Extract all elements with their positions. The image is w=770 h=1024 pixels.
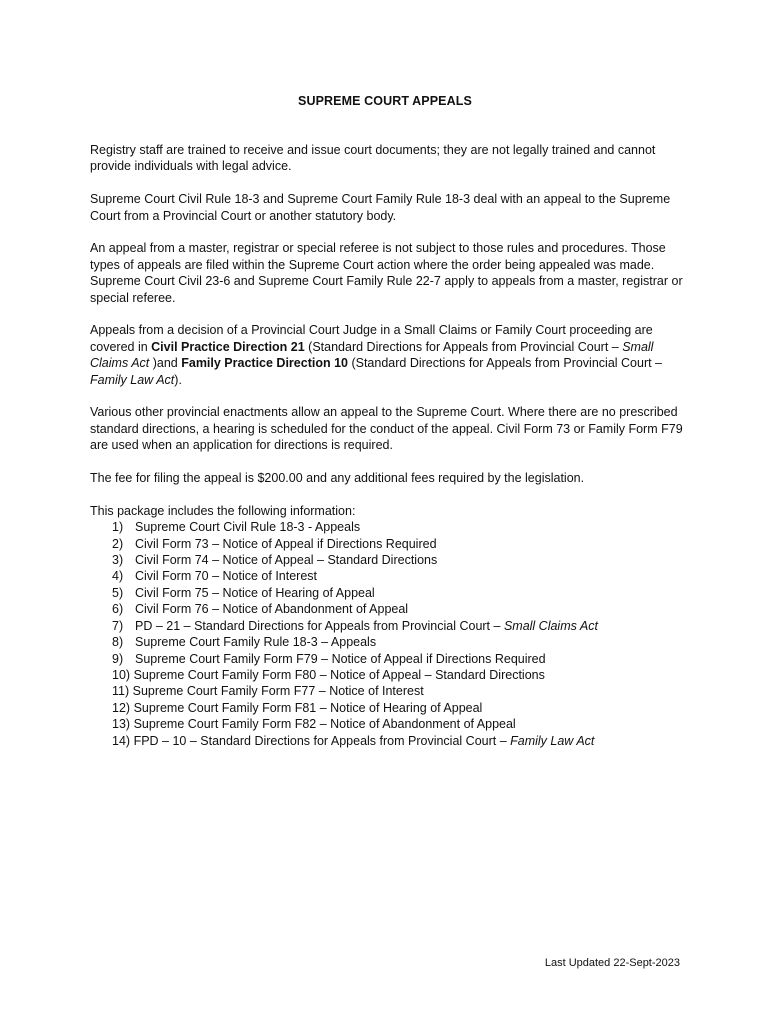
list-item-text: FPD – 10 – Standard Directions for Appeals from Provincial Court – [133,733,511,748]
list-item-number: 6) [112,602,124,617]
list-item-text: Civil Form 75 – Notice of Hearing of Appeal [135,585,375,600]
list-item-number: 8) [112,635,124,650]
list-item [112,700,690,716]
civil-practice-direction-21: Civil Practice Direction 21 [151,339,305,354]
list-item-text: Supreme Court Family Form F80 – Notice of Appeal – Standard Directions [133,667,545,682]
list-item [112,651,690,667]
list-item [112,618,690,634]
list-item-number: 12) [112,700,131,715]
list-item [112,683,690,699]
list-item [112,716,690,732]
list-item [112,552,690,568]
list-item-act-name: Family Law Act [510,733,595,748]
list-item [112,585,690,601]
last-updated: Last Updated 22-Sept-2023 [544,957,680,969]
paragraph-practice-directions [90,322,690,388]
list-item-number: 13) [112,717,131,732]
list-item-text: Civil Form 73 – Notice of Appeal if Directions Required [135,536,437,551]
document-body [90,142,690,749]
pd-text-1: Appeals from a decision of a Provincial Court Judge in a Small Claims or Family Court proceeding are covered in [90,323,653,354]
list-item-text: Supreme Court Family Form F81 – Notice of Hearing of Appeal [133,700,483,715]
list-item-number: 4) [112,569,124,584]
pd-text-3: )and [149,356,182,371]
paragraph-master-registrar-appeals: An appeal from a master, registrar or special referee is not subject to those rules and procedures. Those types of appeals are filed within the Supreme Court action where the order being appealed was made. Supreme Court Civil 23-6 and Supreme Court Family Rule 22-7 apply to appeals from a master, registrar or special referee. [90,241,683,305]
package-contents-list [90,519,690,749]
list-item-text: Supreme Court Civil Rule 18-3 - Appeals [135,520,361,535]
family-law-act: Family Law Act [90,372,175,387]
list-item [112,634,690,650]
list-item-text: Civil Form 70 – Notice of Interest [135,569,318,584]
family-practice-direction-10: Family Practice Direction 10 [181,356,348,371]
list-item-number: 5) [112,585,124,600]
list-item-text: Supreme Court Family Form F79 – Notice of Appeal if Directions Required [135,651,546,666]
list-item [112,667,690,683]
paragraph-filing-fee: The fee for filing the appeal is $200.00 and any additional fees required by the legislation. [90,471,585,486]
list-item-number: 7) [112,618,124,633]
list-item-number: 2) [112,536,124,551]
page-title: SUPREME COURT APPEALS [298,94,472,108]
pd-text-2: (Standard Directions for Appeals from Provincial Court – [304,339,623,354]
list-item-number: 9) [112,651,124,666]
pd-text-4: (Standard Directions for Appeals from Provincial Court – [347,356,663,371]
pd-text-5: ). [174,372,182,387]
list-item-number: 1) [112,520,124,535]
small-claims-act: Small Claims Act [90,339,654,371]
list-item [112,733,690,749]
list-item-act-name: Small Claims Act [503,618,598,633]
list-item [112,568,690,584]
list-item-text: Supreme Court Family Form F82 – Notice of Abandonment of Appeal [133,717,516,732]
list-item-text: Civil Form 76 – Notice of Abandonment of Appeal [135,602,409,617]
list-item-text: PD – 21 – Standard Directions for Appeals from Provincial Court – [135,618,504,633]
list-item-number: 3) [112,553,124,568]
list-intro: This package includes the following information: [90,503,356,518]
list-item-text: Supreme Court Family Rule 18-3 – Appeals [135,635,377,650]
list-item-text: Civil Form 74 – Notice of Appeal – Standard Directions [135,553,438,568]
list-item-number: 14) [112,733,131,748]
list-item-number: 11) [112,684,130,699]
paragraph-registry-notice: Registry staff are trained to receive and issue court documents; they are not legally trained and cannot provide individuals with legal advice. [90,143,656,174]
list-item [112,519,690,535]
list-item [112,536,690,552]
paragraph-other-enactments: Various other provincial enactments allow an appeal to the Supreme Court. Where there are no prescribed standard directions, a hearing is scheduled for the conduct of the appeal. Civil Form 73 or Family Form F79 are used when an application for directions is required. [90,405,683,453]
list-item-number: 10) [112,667,131,682]
list-item [112,601,690,617]
list-item-text: Supreme Court Family Form F77 – Notice of Interest [132,684,424,699]
paragraph-rule-18-3: Supreme Court Civil Rule 18-3 and Supreme Court Family Rule 18-3 deal with an appeal to the Supreme Court from a Provincial Court or another statutory body. [90,192,671,223]
